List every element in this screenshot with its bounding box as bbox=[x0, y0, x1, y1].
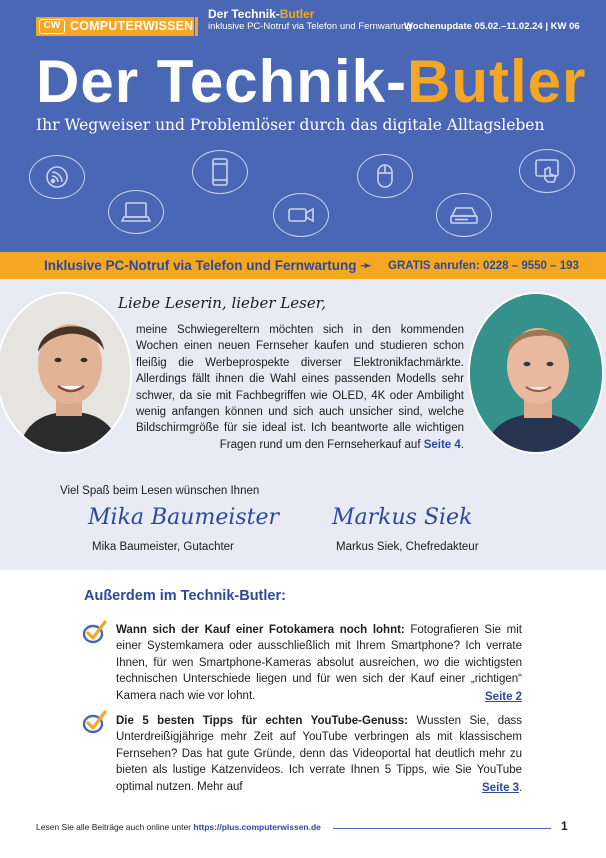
computerwissen-logo[interactable] bbox=[36, 17, 194, 36]
logo-mark: CW bbox=[39, 19, 65, 34]
page-title: Der Technik-Butler bbox=[36, 48, 587, 115]
footer-text: Lesen Sie alle Beiträge auch online unter https://plus.computerwissen.de bbox=[36, 822, 321, 832]
section-heading: Außerdem im Technik-Butler: bbox=[84, 588, 286, 604]
footer-url[interactable]: https://plus.computerwissen.de bbox=[193, 822, 321, 832]
laptop-icon bbox=[108, 190, 164, 234]
touch-icon bbox=[519, 149, 575, 193]
page-ref-2: Seite 3. bbox=[482, 782, 523, 794]
smartphone-icon bbox=[192, 150, 248, 194]
publication-subtitle: inklusive PC-Notruf via Telefon und Fernwartung bbox=[208, 21, 412, 32]
page-number: 1 bbox=[561, 819, 568, 833]
checkmark-icon bbox=[82, 620, 108, 644]
hotline-phone[interactable]: GRATIS anrufen: 0228 – 9550 – 193 bbox=[388, 260, 579, 272]
logo-text: COMPUTERWISSEN bbox=[70, 19, 194, 33]
page-subtitle: Ihr Wegweiser und Problemlöser durch das digitale Alltagsleben bbox=[36, 116, 545, 134]
list-item: Die 5 besten Tipps für echten YouTube-Genuss: Wussten Sie, dass Unterdreißigjährige mehr Zeit auf YouTube verbringen als mit klassischem Fernsehen? Das hat gute Gründe, denn das Videoportal hat deutlich mehr zu bieten als lustige Katzenvideos. Ich verrate Ihnen 5 Tipps, wie Sie YouTube optimal nutzen. Mehr auf bbox=[116, 715, 522, 793]
publication-name: Der Technik-Butler bbox=[208, 7, 315, 21]
rss-icon bbox=[29, 155, 85, 199]
scanner-icon bbox=[436, 193, 492, 237]
author-photo-mika bbox=[0, 292, 132, 454]
signer-markus-name: Markus Siek, Chefredakteur bbox=[336, 541, 479, 553]
mouse-icon bbox=[357, 154, 413, 198]
footer-divider bbox=[333, 828, 551, 829]
page-ref-link[interactable]: Seite 2 bbox=[485, 691, 523, 703]
signature-mika: Mika Baumeister bbox=[88, 505, 280, 530]
letter-greeting: Liebe Leserin, lieber Leser, bbox=[118, 294, 327, 312]
list-item: Wann sich der Kauf einer Fotokamera noch lohnt: Fotografieren Sie mit einer Systemkamera oder ausschließlich mit Ihrem Smartphone? Ich verrate Ihnen, für wen Smartphone-Kameras absolut ausreichen, wo die wichtigsten technischen Unterschiede liegen und für wen sich der Kauf einer „richtigen“ Kamera nach wie vor lohnt. bbox=[116, 624, 522, 702]
signature-markus: Markus Siek bbox=[332, 505, 473, 530]
page-ref-link[interactable]: Seite 3 bbox=[482, 782, 520, 794]
letter-body: meine Schwiegereltern möchten sich in den kommenden Wochen einen neuen Fernseher kaufen und studieren schon fleißig die Werbeprospekte diverser Elektronikfachmärkte. Allerdings fällt ihnen die Wahl eines passenden Modells sehr schwer, da sie mit Fachbegriffen wie OLED, 4K oder Ambilight wenig anfangen können und sich auch unsicher sind, welche Bildschirmgröße für sie ideal ist. Ich beantworte alle wichtigen Fragen rund um den Fernseherkauf auf Seite 4. bbox=[136, 324, 464, 451]
checkmark-icon bbox=[82, 710, 108, 734]
author-photo-markus bbox=[468, 292, 604, 454]
letter-closing: Viel Spaß beim Lesen wünschen Ihnen bbox=[60, 485, 260, 497]
signer-mika-name: Mika Baumeister, Gutachter bbox=[92, 541, 234, 553]
hotline-text: Inklusive PC-Notruf via Telefon und Fernwartung ➛ bbox=[44, 258, 372, 273]
week-info: Wochenupdate 05.02.–11.02.24 | KW 06 bbox=[404, 21, 580, 32]
video-camera-icon bbox=[273, 193, 329, 237]
page-ref-link[interactable]: Seite 4 bbox=[423, 438, 461, 451]
